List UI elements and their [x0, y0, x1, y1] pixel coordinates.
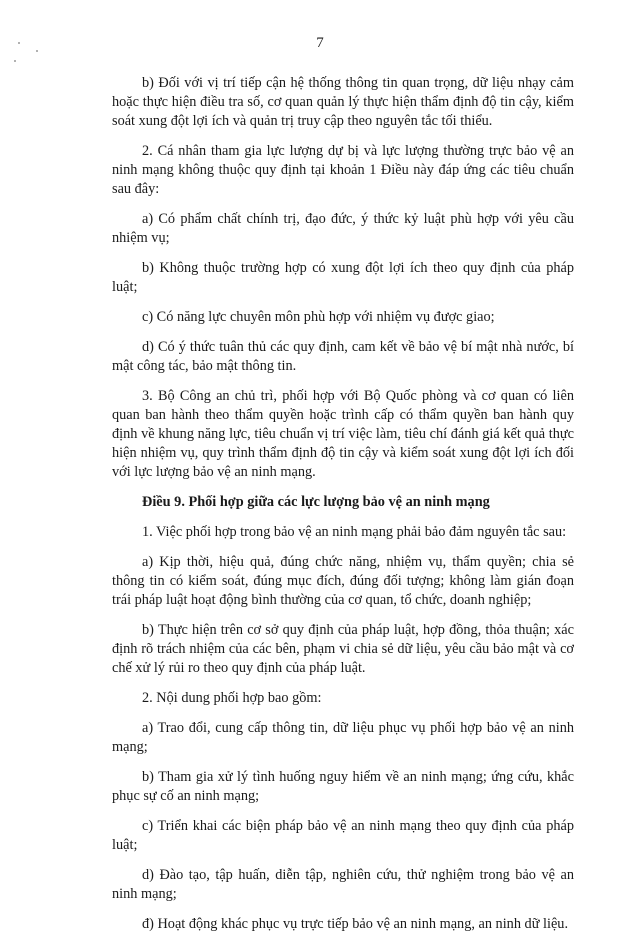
- paragraph-8-3: 3. Bộ Công an chủ trì, phối hợp với Bộ Quốc phòng và cơ quan có liên quan ban hành theo thẩm quyền hoặc trình cấp có thẩm quyền ban hành quy định về khung năng lực, tiêu chuẩn vị trí việc làm, tiêu chí đánh giá kết quả thực hiện nhiệm vụ, quy trình thẩm định độ tin cậy và kiểm soát xung đột lợi ích đối với lực lượng bảo vệ an ninh mạng.: [112, 388, 574, 480]
- paragraph-9-2dd: đ) Hoạt động khác phục vụ trực tiếp bảo vệ an ninh mạng, an ninh dữ liệu.: [142, 916, 569, 932]
- paragraph-8-2: 2. Cá nhân tham gia lực lượng dự bị và lực lượng thường trực bảo vệ an ninh mạng không thuộc quy định tại khoản 1 Điều này đáp ứng các tiêu chuẩn sau đây:: [112, 143, 574, 197]
- paragraph-9-2a: a) Trao đổi, cung cấp thông tin, dữ liệu phục vụ phối hợp bảo vệ an ninh mạng;: [112, 720, 574, 755]
- paragraph-9-2: 2. Nội dung phối hợp bao gồm:: [142, 690, 322, 706]
- paragraph-9-2d: d) Đào tạo, tập huấn, diễn tập, nghiên cứu, thử nghiệm trong bảo vệ an ninh mạng;: [112, 867, 574, 902]
- page-number: 7: [316, 35, 324, 51]
- paragraph-8-2d: d) Có ý thức tuân thủ các quy định, cam kết về bảo vệ bí mật nhà nước, bí mật công tác, bảo mật thông tin.: [112, 339, 574, 374]
- paragraph-9-1: 1. Việc phối hợp trong bảo vệ an ninh mạng phải bảo đảm nguyên tắc sau:: [142, 524, 567, 540]
- paragraph-9-2c: c) Triển khai các biện pháp bảo vệ an ninh mạng theo quy định của pháp luật;: [112, 818, 574, 853]
- paragraph-8b: b) Đối với vị trí tiếp cận hệ thống thông tin quan trọng, dữ liệu nhạy cảm hoặc thực hiện điều tra số, cơ quan quản lý thực hiện thẩm định độ tin cậy, kiểm soát xung đột lợi ích và quản trị truy cập theo nguyên tắc tối thiểu.: [112, 75, 574, 129]
- paragraph-9-1b: b) Thực hiện trên cơ sở quy định của pháp luật, hợp đồng, thỏa thuận; xác định rõ trách nhiệm của các bên, phạm vi chia sẻ dữ liệu, yêu cầu bảo mật và cơ chế xử lý rủi ro theo quy định của pháp luật.: [112, 622, 574, 676]
- paragraph-9-2b: b) Tham gia xử lý tình huống nguy hiểm về an ninh mạng; ứng cứu, khắc phục sự cố an ninh mạng;: [112, 769, 574, 804]
- document-body: [112, 74, 574, 945]
- paragraph-8-2c: c) Có năng lực chuyên môn phù hợp với nhiệm vụ được giao;: [142, 309, 495, 325]
- scan-speck: [14, 60, 16, 62]
- paragraph-8-2a: a) Có phẩm chất chính trị, đạo đức, ý thức kỷ luật phù hợp với yêu cầu nhiệm vụ;: [112, 211, 574, 246]
- paragraph-8-2b: b) Không thuộc trường hợp có xung đột lợi ích theo quy định của pháp luật;: [112, 260, 574, 295]
- paragraph-9-1a: a) Kịp thời, hiệu quả, đúng chức năng, nhiệm vụ, thẩm quyền; chia sẻ thông tin có kiểm soát, đúng mục đích, đúng đối tượng; không làm gián đoạn trái pháp luật hoạt động bình thường của cơ quan, tổ chức, doanh nghiệp;: [112, 554, 574, 608]
- article-9-heading: Điều 9. Phối hợp giữa các lực lượng bảo vệ an ninh mạng: [142, 494, 490, 510]
